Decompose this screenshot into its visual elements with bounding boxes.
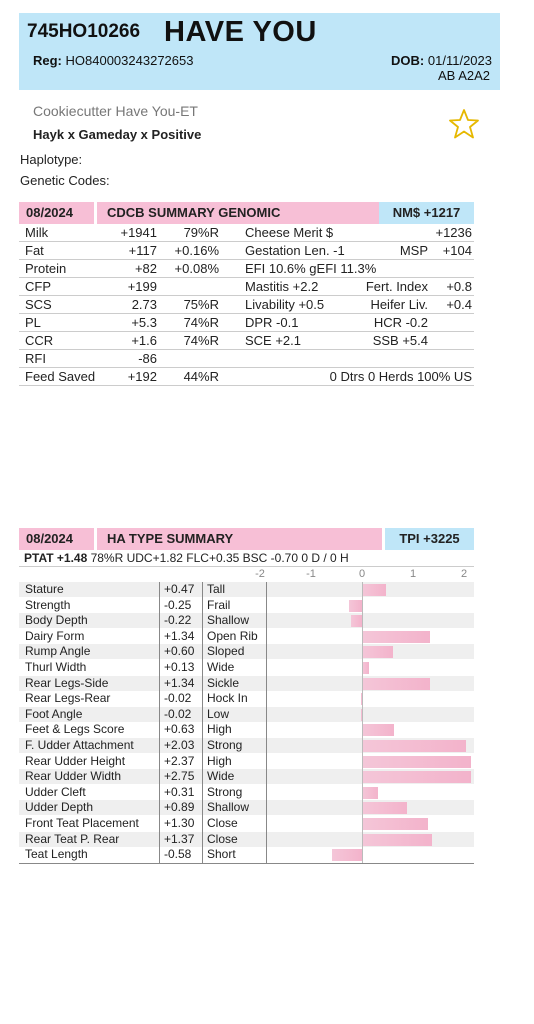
sire-full-name: Cookiecutter Have You-ET <box>33 103 198 119</box>
haplotype-label: Haplotype: <box>20 152 83 167</box>
trait-row <box>19 800 474 816</box>
trait-value: -0.22 <box>164 613 192 628</box>
trait-descriptor: Open Rib <box>207 628 258 643</box>
genomic-cell-a: Milk <box>25 225 49 240</box>
genomic-cell-a: RFI <box>25 351 46 366</box>
trait-bar <box>349 600 362 612</box>
genomic-cell-e: Heifer Liv. <box>370 297 428 312</box>
trait-row <box>19 738 474 754</box>
genomic-cell-b: -86 <box>138 351 157 366</box>
trait-name: Stature <box>25 582 64 596</box>
descriptor-column-divider <box>202 582 203 863</box>
trait-name: Udder Cleft <box>25 784 86 799</box>
genomic-cell-d: EFI 10.6% gEFI 11.3% <box>245 261 377 276</box>
trait-row <box>19 629 474 645</box>
trait-value: +2.37 <box>164 753 195 768</box>
type-title: HA TYPE SUMMARY <box>97 528 382 550</box>
trait-descriptor: Short <box>207 847 236 862</box>
genomic-cell-c: 74%R <box>183 315 219 330</box>
genomic-row <box>19 242 474 260</box>
star-outline-icon[interactable] <box>448 108 480 140</box>
genomic-row <box>19 350 474 368</box>
genomic-cell-a: Feed Saved <box>25 369 96 384</box>
genomic-cell-e: HCR -0.2 <box>373 315 428 330</box>
ptat-summary <box>24 551 349 565</box>
trait-row <box>19 847 474 863</box>
genomic-cell-a: PL <box>25 315 41 330</box>
genomic-cell-b: +1941 <box>120 225 157 240</box>
trait-bar <box>362 787 378 799</box>
genomic-cell-d: Cheese Merit $ <box>245 225 334 240</box>
trait-bar <box>362 771 471 783</box>
genomic-cell-d: SCE +2.1 <box>245 333 302 348</box>
trait-row <box>19 722 474 738</box>
trait-value: +0.47 <box>164 582 195 596</box>
reg-value: HO840003243272653 <box>65 53 194 68</box>
genomic-cell-f: +0.4 <box>446 297 472 312</box>
trait-bar <box>362 584 386 596</box>
genomic-row <box>19 224 474 242</box>
genomic-cell-f: +104 <box>442 243 472 258</box>
genomic-cell-a: SCS <box>25 297 52 312</box>
trait-name: Teat Length <box>25 847 88 862</box>
genomic-row <box>19 368 474 386</box>
trait-value: +2.03 <box>164 737 195 752</box>
ptat-details: 78%R UDC+1.82 FLC+0.35 BSC -0.70 0 D / 0 H <box>87 551 349 565</box>
genomic-row <box>19 278 474 296</box>
trait-name: Body Depth <box>25 613 88 628</box>
genomic-cell-f: +0.8 <box>446 279 472 294</box>
trait-descriptor: Close <box>207 831 238 846</box>
trait-name: Rear Udder Height <box>25 753 126 768</box>
trait-name: Rear Legs-Rear <box>25 691 111 706</box>
trait-bar <box>362 834 432 846</box>
dob-label: DOB: <box>391 53 425 68</box>
trait-value: +0.31 <box>164 784 195 799</box>
trait-descriptor: Frail <box>207 597 231 612</box>
row-background <box>19 598 474 613</box>
trait-bar <box>351 615 362 627</box>
trait-descriptor: Sickle <box>207 675 240 690</box>
trait-bar <box>362 802 407 814</box>
reg-label: Reg: <box>33 53 62 68</box>
type-date: 08/2024 <box>19 528 94 550</box>
trait-row <box>19 785 474 801</box>
row-background <box>19 660 474 675</box>
genomic-cell-a: CFP <box>25 279 51 294</box>
trait-value: +0.60 <box>164 644 195 659</box>
type-section-header <box>19 528 474 550</box>
genomic-cell-a: Fat <box>25 243 44 258</box>
genomic-cell-a: CCR <box>25 333 54 348</box>
trait-descriptor: Shallow <box>207 613 250 628</box>
genomic-cell-f: 0 Dtrs 0 Herds 100% US <box>329 369 472 384</box>
trait-row <box>19 769 474 785</box>
trait-row <box>19 816 474 832</box>
type-trait-table <box>19 566 474 863</box>
trait-scale <box>19 567 474 582</box>
row-background <box>19 785 474 800</box>
trait-value: +0.63 <box>164 722 195 737</box>
genomic-row <box>19 296 474 314</box>
scale-tick-label: -2 <box>255 568 265 580</box>
genomic-cell-d: DPR -0.1 <box>245 315 299 330</box>
trait-descriptor: Shallow <box>207 800 250 815</box>
trait-row <box>19 613 474 629</box>
trait-descriptor: Hock In <box>207 691 248 706</box>
trait-row <box>19 832 474 848</box>
nm-dollar-index: NM$ +1217 <box>379 202 474 224</box>
trait-name: F. Udder Attachment <box>25 737 134 752</box>
trait-value: -0.58 <box>164 847 192 862</box>
trait-row <box>19 754 474 770</box>
trait-descriptor: Strong <box>207 737 243 752</box>
genomic-cell-c: +0.16% <box>174 243 219 258</box>
genomic-row <box>19 332 474 350</box>
trait-descriptor: Close <box>207 815 238 830</box>
trait-descriptor: Low <box>207 706 230 721</box>
trait-name: Front Teat Placement <box>25 815 139 830</box>
trait-value: +1.34 <box>164 675 195 690</box>
trait-name: Rear Udder Width <box>25 769 122 784</box>
trait-name: Strength <box>25 597 71 612</box>
trait-descriptor: Sloped <box>207 644 245 659</box>
type-table-bottom-border <box>19 863 474 864</box>
genomic-cell-d: Livability +0.5 <box>245 297 325 312</box>
trait-bar <box>362 631 430 643</box>
trait-value: +0.13 <box>164 659 195 674</box>
genomic-cell-c: 79%R <box>183 225 219 240</box>
trait-value: -0.02 <box>164 706 192 721</box>
trait-bar <box>362 646 393 658</box>
trait-value: +1.30 <box>164 815 195 830</box>
genomic-cell-f: +1236 <box>435 225 472 240</box>
trait-bar <box>362 818 428 830</box>
trait-bar <box>362 678 430 690</box>
trait-name: Udder Depth <box>25 800 94 815</box>
trait-bar <box>362 740 466 752</box>
trait-row <box>19 660 474 676</box>
trait-row <box>19 644 474 660</box>
trait-descriptor: Wide <box>207 769 235 784</box>
scale-tick-label: -1 <box>306 568 316 580</box>
genomic-cell-e: MSP <box>399 243 428 258</box>
scale-tick-label: 2 <box>460 568 468 580</box>
trait-name: Foot Angle <box>25 706 83 721</box>
row-background <box>19 707 474 722</box>
trait-value: -0.02 <box>164 691 192 706</box>
trait-bar <box>362 756 471 768</box>
genomic-date: 08/2024 <box>19 202 94 224</box>
trait-name: Rear Legs-Side <box>25 675 109 690</box>
pedigree: Hayk x Gameday x Positive <box>33 127 202 142</box>
scale-tick-label: 1 <box>409 568 417 580</box>
genomic-title: CDCB SUMMARY GENOMIC <box>97 202 395 224</box>
trait-bar <box>362 724 394 736</box>
genomic-cell-b: +82 <box>134 261 157 276</box>
trait-row <box>19 676 474 692</box>
genomic-section-header <box>19 202 474 224</box>
trait-descriptor: Wide <box>207 659 235 674</box>
trait-row <box>19 598 474 614</box>
genomic-row <box>19 314 474 332</box>
trait-descriptor: High <box>207 722 232 737</box>
genomic-cell-b: 2.73 <box>131 297 157 312</box>
trait-descriptor: Strong <box>207 784 243 799</box>
trait-descriptor: High <box>207 753 232 768</box>
genomic-table <box>19 224 474 386</box>
genetic-markers: AB A2A2 <box>437 68 490 83</box>
trait-name: Thurl Width <box>25 659 87 674</box>
tpi-index: TPI +3225 <box>385 528 474 550</box>
genomic-cell-b: +1.6 <box>131 333 157 348</box>
genomic-cell-e: SSB +5.4 <box>372 333 428 348</box>
genomic-cell-c: 74%R <box>183 333 219 348</box>
zero-axis-line <box>362 582 363 863</box>
date-of-birth <box>391 53 492 68</box>
trait-name: Rear Teat P. Rear <box>25 831 120 846</box>
trait-value: +2.75 <box>164 769 195 784</box>
trait-value: -0.25 <box>164 597 192 612</box>
bar-column-divider <box>266 582 267 863</box>
genetic-codes-label: Genetic Codes: <box>20 173 110 188</box>
scale-tick-label: 0 <box>358 568 366 580</box>
value-column-divider <box>159 582 160 863</box>
sire-header <box>19 13 500 90</box>
genomic-cell-c: 44%R <box>183 369 219 384</box>
dob-value: 01/11/2023 <box>427 53 492 68</box>
trait-value: +1.37 <box>164 831 195 846</box>
trait-row <box>19 707 474 723</box>
trait-row <box>19 691 474 707</box>
trait-row <box>19 582 474 598</box>
genomic-cell-b: +199 <box>127 279 157 294</box>
genomic-cell-c: 75%R <box>183 297 219 312</box>
sire-short-name: HAVE YOU <box>164 16 317 48</box>
trait-bar <box>332 849 362 861</box>
sire-code: 745HO10266 <box>27 21 141 42</box>
genomic-cell-d: Gestation Len. -1 <box>245 243 345 258</box>
trait-name: Rump Angle <box>25 644 91 659</box>
genomic-cell-a: Protein <box>25 261 67 276</box>
trait-value: +0.89 <box>164 800 195 815</box>
genomic-cell-d: Mastitis +2.2 <box>245 279 319 294</box>
genomic-cell-e: Fert. Index <box>365 279 428 294</box>
ptat-label: PTAT +1.48 <box>24 551 88 565</box>
registration <box>33 53 193 68</box>
genomic-cell-b: +5.3 <box>131 315 157 330</box>
trait-value: +1.34 <box>164 628 195 643</box>
genomic-row <box>19 260 474 278</box>
genomic-cell-c: +0.08% <box>174 261 219 276</box>
genomic-cell-b: +192 <box>127 369 157 384</box>
trait-descriptor: Tall <box>207 582 226 596</box>
genomic-cell-b: +117 <box>128 243 157 258</box>
trait-name: Dairy Form <box>25 628 85 643</box>
trait-name: Feet & Legs Score <box>25 722 125 737</box>
row-background <box>19 582 474 597</box>
